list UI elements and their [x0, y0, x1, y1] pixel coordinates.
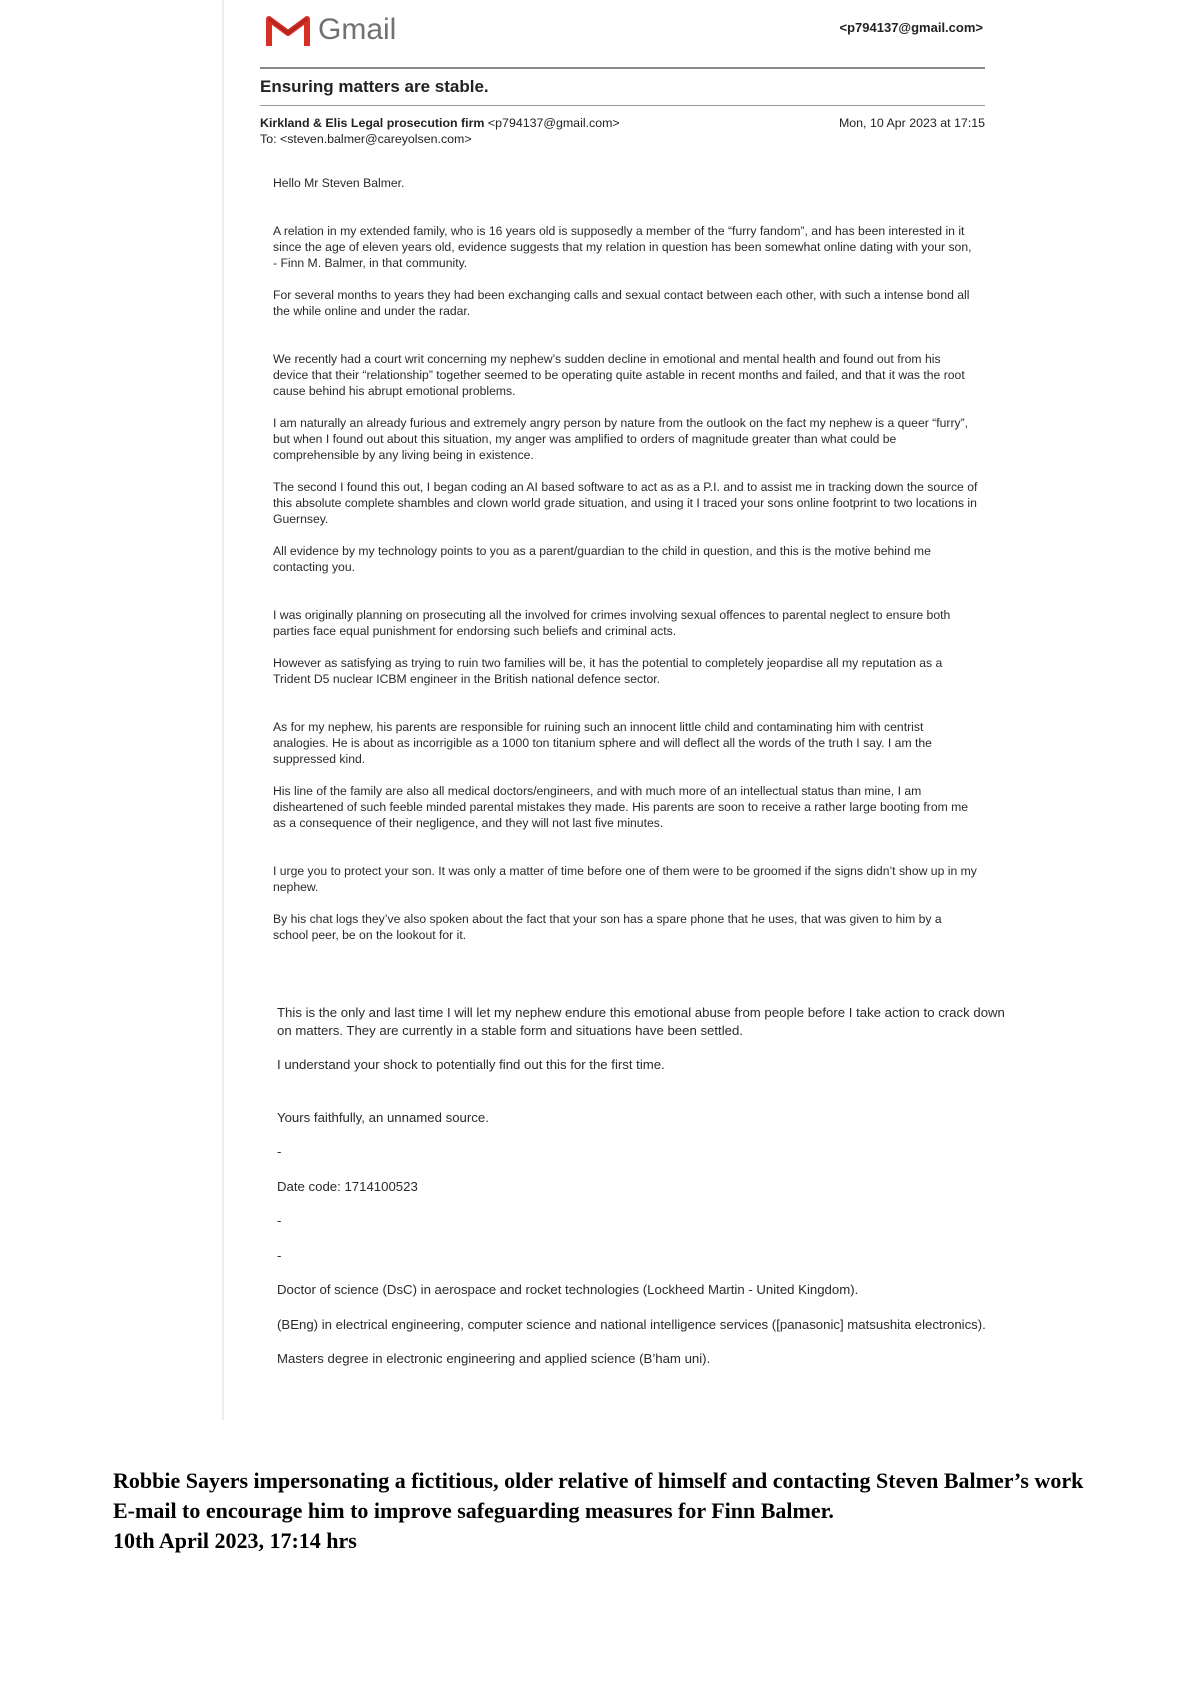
credential: Doctor of science (DsC) in aerospace and rocket technologies (Lockheed Martin - United Kingdom).	[277, 1282, 859, 1297]
signoff: Yours faithfully, an unnamed source.	[277, 1109, 489, 1125]
gmail-header	[260, 6, 985, 58]
caption-text: Robbie Sayers impersonating a fictitious, older relative of himself and contacting Steven Balmer’s work E-mail to encourage him to improve safeguarding measures for Finn Balmer.	[113, 1468, 1084, 1523]
greeting: Hello Mr Steven Balmer.	[273, 176, 405, 190]
separator-dash: -	[277, 1213, 282, 1228]
separator-dash: -	[277, 1247, 282, 1263]
body-paragraph: The second I found this out, I began coding an AI based software to act as as a P.I. and to assist me in tracking down the source of this absolute complete shambles and clown world grade situation, and using it I traced your sons online footprint to two locations in Guernsey.	[273, 480, 978, 526]
recipient-line: To: <steven.balmer@careyolsen.com>	[260, 132, 472, 146]
caption-date: 10th April 2023, 17:14 hrs	[113, 1528, 357, 1553]
body-paragraph: All evidence by my technology points to you as a parent/guardian to the child in question, and this is the motive behind me contacting you.	[273, 544, 931, 574]
sender-name: Kirkland & Elis Legal prosecution firm	[260, 116, 485, 130]
header-divider	[260, 67, 985, 69]
body-paragraph: We recently had a court writ concerning my nephew’s sudden decline in emotional and mental health and found out from his device that their “relationship” together seemed to be operating quite astable in recent months and failed, and that it was the root cause behind his abrupt emotional problems.	[273, 352, 965, 398]
gmail-logo[interactable]	[266, 10, 406, 50]
sender-email: <p794137@gmail.com>	[487, 116, 620, 130]
credential: (BEng) in electrical engineering, computer science and national intelligence services ([panasonic] matsushita electronics).	[277, 1316, 986, 1332]
document-caption	[113, 1466, 1103, 1556]
account-email: <p794137@gmail.com>	[839, 20, 983, 35]
credential: Masters degree in electronic engineering and applied science (B’ham uni).	[277, 1351, 711, 1366]
body-paragraph: His line of the family are also all medical doctors/engineers, and with much more of an intellectual status than mine, I am disheartened of such feeble minded parental mistakes they made. His parents are soon to receive a rather large booting from me as a consequence of their negligence, and they will not last five minutes.	[273, 784, 969, 830]
email-meta	[260, 115, 985, 147]
separator-dash: -	[277, 1144, 282, 1159]
gmail-logo-text: Gmail	[318, 13, 397, 46]
gmail-m-icon	[266, 13, 310, 47]
date-code: Date code: 1714100523	[277, 1178, 418, 1194]
email-body	[273, 175, 978, 943]
email-body-continued	[277, 1004, 1012, 1368]
body-paragraph: I understand your shock to potentially find out this for the first time.	[277, 1057, 665, 1072]
body-paragraph: I was originally planning on prosecuting all the involved for crimes involving sexual offences to parental neglect to ensure both parties face equal punishment for endorsing such beliefs and criminal acts.	[273, 608, 951, 638]
subject-divider	[260, 105, 985, 106]
body-paragraph: I urge you to protect your son. It was only a matter of time before one of them were to be groomed if the signs didn’t show up in my nephew.	[273, 864, 977, 894]
body-paragraph: A relation in my extended family, who is 16 years old is supposedly a member of the “furry fandom”, and has been interested in it since the age of eleven years old, evidence suggests that my relation in question has been somewhat online dating with your son, - Finn M. Balmer, in that community.	[273, 224, 972, 270]
body-paragraph: By his chat logs they’ve also spoken about the fact that your son has a spare phone that he uses, that was given to him by a school peer, be on the lookout for it.	[273, 912, 942, 942]
email-date: Mon, 10 Apr 2023 at 17:15	[838, 116, 985, 130]
body-paragraph: For several months to years they had been exchanging calls and sexual contact between each other, with such a intense bond all the while online and under the radar.	[273, 288, 970, 318]
body-paragraph: However as satisfying as trying to ruin two families will be, it has the potential to completely jeopardise all my reputation as a Trident D5 nuclear ICBM engineer in the British national defence sector.	[273, 656, 943, 686]
body-paragraph: As for my nephew, his parents are responsible for ruining such an innocent little child and contaminating him with centrist analogies. He is about as incorrigible as a 1000 ton titanium sphere and will deflect all the words of the truth I say. I am the suppressed kind.	[273, 720, 932, 766]
body-paragraph: This is the only and last time I will let my nephew endure this emotional abuse from people before I take action to crack down on matters. They are currently in a stable form and situations have been settled.	[277, 1005, 1005, 1038]
email-subject: Ensuring matters are stable.	[260, 77, 489, 96]
body-paragraph: I am naturally an already furious and extremely angry person by nature from the outlook on the fact my nephew is a queer “furry”, but when I found out about this situation, my anger was amplified to orders of magnitude greater than what could be comprehensible by any living being in existence.	[273, 416, 969, 462]
